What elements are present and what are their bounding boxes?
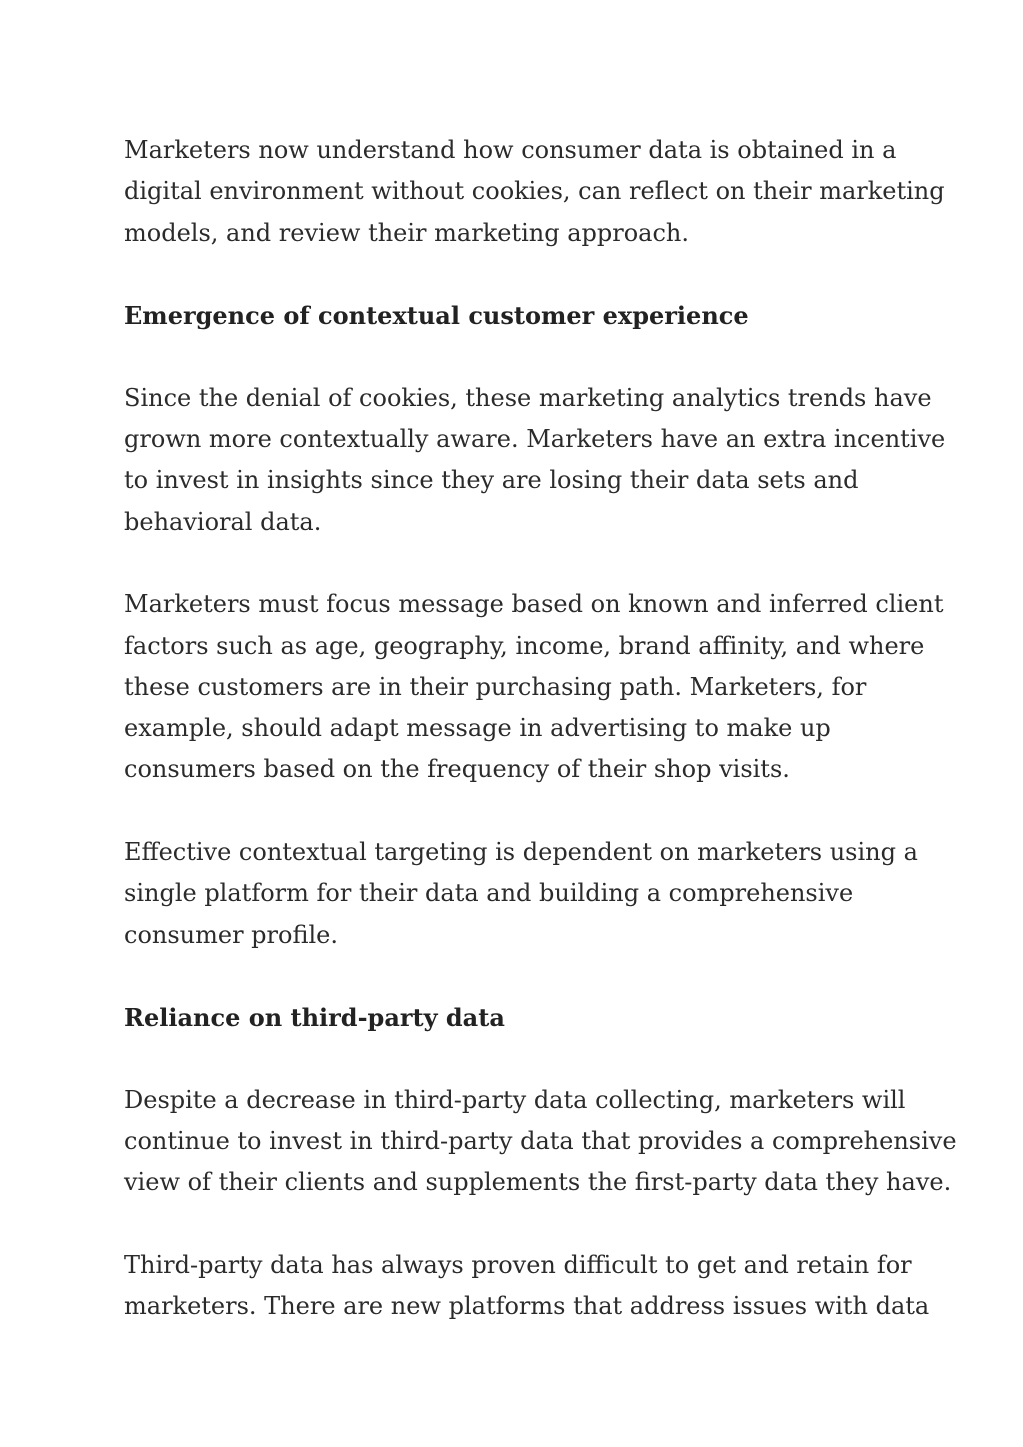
text-line: marketers. There are new platforms that address issues with data	[124, 1292, 930, 1321]
paragraph-gap	[124, 956, 904, 997]
section-heading-contextual	[124, 295, 904, 336]
text-line: continue to invest in third-party data that provides a comprehensive	[124, 1127, 957, 1156]
text-line: consumer profile.	[124, 920, 338, 949]
paragraph-gap	[124, 791, 904, 832]
text-line: digital environment without cookies, can reflect on their marketing	[124, 177, 945, 206]
paragraph-gap	[124, 254, 904, 295]
text-line: consumers based on the frequency of their shop visits.	[124, 755, 790, 784]
paragraph-gap	[124, 1039, 904, 1080]
text-line: these customers are in their purchasing path. Marketers, for	[124, 672, 867, 701]
paragraph-intro	[124, 130, 945, 254]
paragraph-cookies-denial	[124, 378, 946, 543]
paragraph-contextual-targeting	[124, 832, 918, 956]
text-line: example, should adapt message in advertising to make up	[124, 714, 831, 743]
text-line: to invest in insights since they are losing their data sets and	[124, 466, 859, 495]
heading-line: Emergence of contextual customer experience	[124, 301, 749, 331]
text-line: Third-party data has always proven difficult to get and retain for	[124, 1251, 912, 1280]
text-line: factors such as age, geography, income, brand affinity, and where	[124, 631, 925, 660]
text-line: view of their clients and supplements the first-party data they have.	[124, 1168, 952, 1197]
text-line: Despite a decrease in third-party data collecting, marketers will	[124, 1085, 906, 1114]
paragraph-third-party-difficulty	[124, 1245, 930, 1328]
section-heading-third-party	[124, 997, 904, 1038]
text-line: Since the denial of cookies, these marketing analytics trends have	[124, 383, 932, 412]
paragraph-client-factors	[124, 584, 944, 790]
text-line: Effective contextual targeting is dependent on marketers using a	[124, 838, 918, 867]
text-line: Marketers must focus message based on known and inferred client	[124, 590, 944, 619]
heading-line: Reliance on third-party data	[124, 1003, 505, 1033]
text-line: behavioral data.	[124, 507, 322, 536]
text-line: grown more contextually aware. Marketers have an extra incentive	[124, 425, 946, 454]
paragraph-gap	[124, 1204, 904, 1245]
paragraph-third-party-investment	[124, 1080, 957, 1204]
paragraph-gap	[124, 543, 904, 584]
text-line: models, and review their marketing approach.	[124, 218, 689, 247]
text-line: single platform for their data and building a comprehensive	[124, 879, 854, 908]
text-line: Marketers now understand how consumer data is obtained in a	[124, 136, 897, 164]
paragraph-gap	[124, 336, 904, 377]
document-page	[124, 130, 957, 1328]
